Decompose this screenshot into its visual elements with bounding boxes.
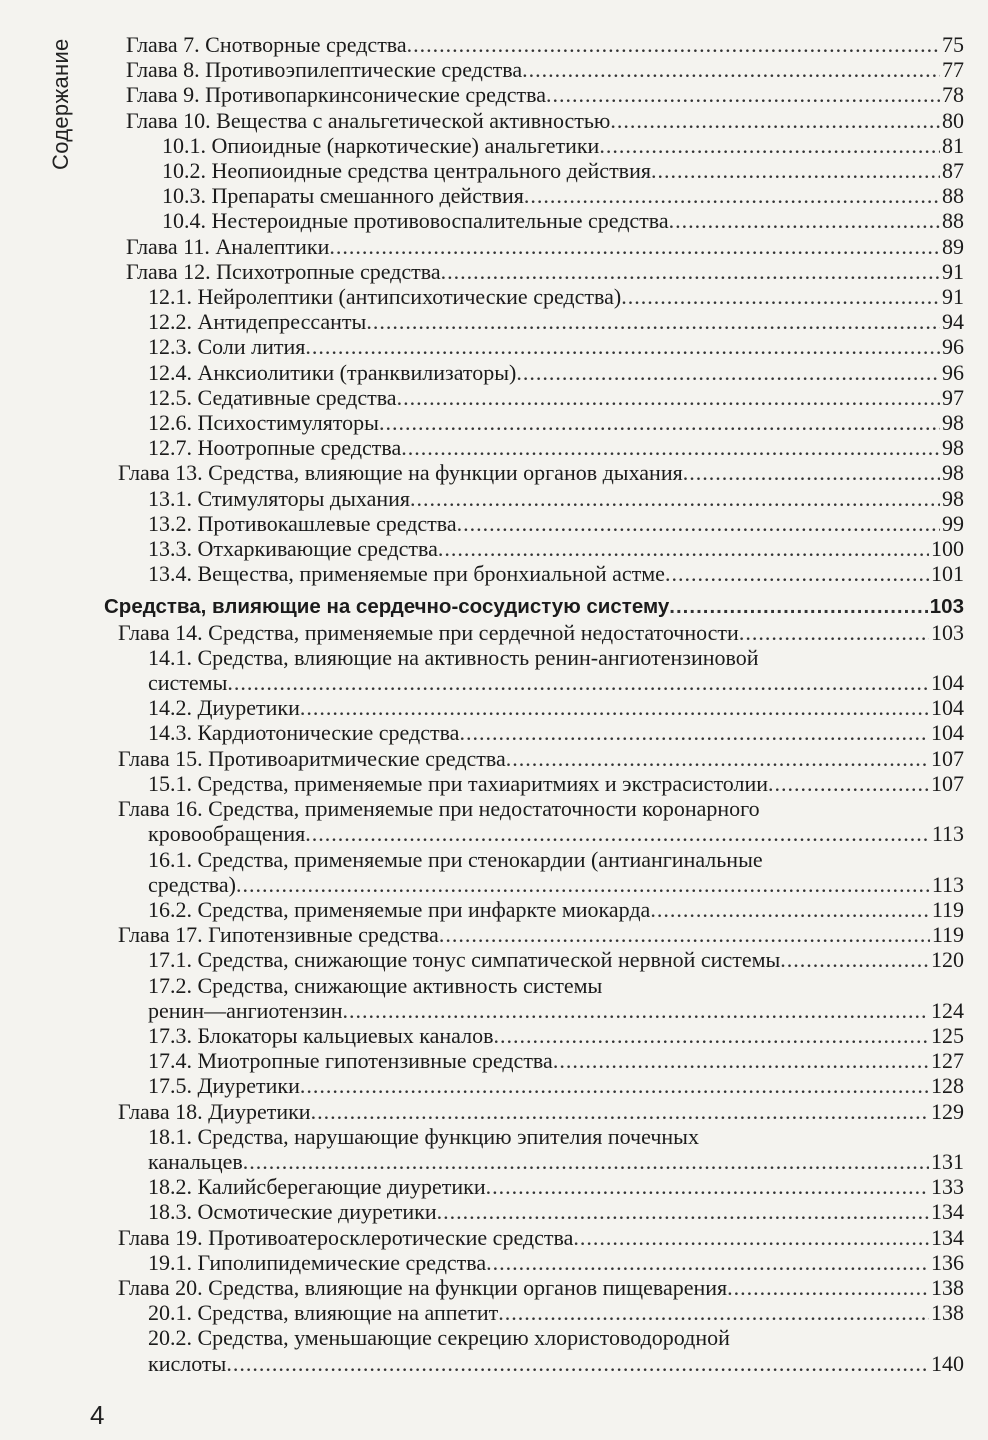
dot-leader xyxy=(300,1073,929,1098)
toc-entry-page: 88 xyxy=(942,183,964,209)
toc-entry xyxy=(118,1275,964,1300)
toc-entry-title: 10.3. Препараты смешанного действия xyxy=(162,183,524,209)
toc-entry xyxy=(148,435,964,460)
toc-entry-page: 113 xyxy=(931,871,964,897)
toc-entry xyxy=(148,284,964,309)
dot-leader xyxy=(522,57,940,82)
toc-entry xyxy=(148,998,964,1023)
toc-entry xyxy=(148,1073,964,1098)
dot-leader xyxy=(407,32,940,57)
toc-entry xyxy=(148,1149,964,1174)
toc-entry-title: Глава 14. Средства, применяемые при сердечной недостаточности xyxy=(118,619,739,645)
toc-entry xyxy=(148,385,964,410)
dot-leader xyxy=(226,1351,929,1376)
toc-entry-title: 10.2. Неопиоидные средства центрального действия xyxy=(162,158,651,184)
dot-leader xyxy=(379,410,940,435)
toc-entry-title: 12.1. Нейролептики (антипсихотические средства) xyxy=(148,284,622,310)
toc-entry-title: 18.1. Средства, нарушающие функцию эпителия почечных xyxy=(148,1123,699,1149)
toc-entry-title: 12.6. Психостимуляторы xyxy=(148,410,379,436)
toc-entry xyxy=(126,57,964,82)
toc-entry-title: Глава 16. Средства, применяемые при недостаточности коронарного xyxy=(118,796,760,822)
toc-entry xyxy=(118,746,964,771)
toc-entry-title: 14.2. Диуретики xyxy=(148,695,300,721)
toc-entry-title: Глава 18. Диуретики xyxy=(118,1098,311,1124)
toc-entry-page: 91 xyxy=(942,258,964,284)
toc-entry-title: 13.2. Противокашлевые средства xyxy=(148,510,457,536)
toc-entry-title: ренин—ангиотензин xyxy=(148,997,343,1023)
toc-entry-title: средства) xyxy=(148,871,236,897)
dot-leader xyxy=(546,82,940,107)
dot-leader xyxy=(727,1275,929,1300)
toc-entry-page: 96 xyxy=(942,359,964,385)
toc-entry-page: 99 xyxy=(942,510,964,536)
toc-entry-title: кислоты xyxy=(148,1350,227,1376)
toc-entry xyxy=(162,183,964,208)
dot-leader xyxy=(650,897,929,922)
toc-entry-title: 20.1. Средства, влияющие на аппетит xyxy=(148,1300,499,1326)
toc-entry-page: 100 xyxy=(931,536,964,562)
toc-entry-page: 134 xyxy=(931,1224,964,1250)
dot-leader xyxy=(486,1250,929,1275)
toc-entry xyxy=(148,695,964,720)
toc-entry xyxy=(148,947,964,972)
dot-leader xyxy=(669,208,940,233)
dot-leader xyxy=(437,1199,929,1224)
toc-entry xyxy=(126,82,964,107)
toc-entry xyxy=(126,108,964,133)
dot-leader xyxy=(438,536,929,561)
toc-entry xyxy=(148,1351,964,1376)
toc-entry xyxy=(118,796,964,821)
toc-entry xyxy=(148,720,964,745)
dot-leader xyxy=(311,1099,929,1124)
running-header: Содержание xyxy=(48,38,73,170)
toc-entry-title: 12.3. Соли лития xyxy=(148,334,306,360)
toc-entry-title: 18.2. Калийсберегающие диуретики xyxy=(148,1174,486,1200)
toc-entry-page: 107 xyxy=(931,745,964,771)
toc-entry-page: 104 xyxy=(931,720,964,746)
dot-leader xyxy=(651,158,940,183)
toc-entry xyxy=(126,32,964,57)
toc-entry xyxy=(148,771,964,796)
toc-entry xyxy=(162,158,964,183)
toc-entry xyxy=(148,897,964,922)
dot-leader xyxy=(768,771,929,796)
toc-entry-title: 17.4. Миотропные гипотензивные средства xyxy=(148,1048,553,1074)
toc-entry-title: Глава 8. Противоэпилептические средства xyxy=(126,57,523,83)
toc-entry-page: 81 xyxy=(942,132,964,158)
table-of-contents xyxy=(0,32,988,1376)
toc-entry-title: Глава 20. Средства, влияющие на функции органов пищеварения xyxy=(118,1274,728,1300)
toc-entry-title: 12.2. Антидепрессанты xyxy=(148,309,367,335)
toc-entry-page: 136 xyxy=(931,1249,964,1275)
toc-entry xyxy=(148,872,964,897)
toc-entry-title: Глава 9. Противопаркинсонические средства xyxy=(126,82,547,108)
toc-entry-page: 91 xyxy=(942,284,964,310)
toc-entry-page: 77 xyxy=(942,57,964,83)
toc-entry-page: 98 xyxy=(942,410,964,436)
toc-entry-page: 98 xyxy=(942,460,964,486)
toc-entry xyxy=(148,486,964,511)
toc-entry-title: 16.2. Средства, применяемые при инфаркте миокарда xyxy=(148,896,651,922)
toc-entry xyxy=(148,645,964,670)
toc-entry-title: 18.3. Осмотические диуретики xyxy=(148,1199,437,1225)
page-number: 4 xyxy=(90,1400,105,1430)
toc-entry-page: 133 xyxy=(931,1174,964,1200)
toc-entry-page: 75 xyxy=(942,32,964,57)
toc-entry-title: 16.1. Средства, применяемые при стенокардии (антиангинальные xyxy=(148,846,763,872)
toc-entry-page: 101 xyxy=(931,561,964,587)
dot-leader xyxy=(305,334,940,359)
dot-leader xyxy=(366,309,940,334)
toc-entry-page: 134 xyxy=(931,1199,964,1225)
toc-entry xyxy=(148,334,964,359)
toc-entry-page: 87 xyxy=(942,158,964,184)
toc-entry xyxy=(118,1099,964,1124)
dot-leader xyxy=(516,360,940,385)
toc-entry-page: 98 xyxy=(942,485,964,511)
dot-leader xyxy=(401,435,940,460)
toc-entry-page: 131 xyxy=(931,1148,964,1174)
toc-entry-title: 13.3. Отхаркивающие средства xyxy=(148,536,438,562)
dot-leader xyxy=(439,922,930,947)
toc-entry-title: 17.1. Средства, снижающие тонус симпатической нервной системы xyxy=(148,947,781,973)
toc-entry-page: 98 xyxy=(942,435,964,461)
toc-entry-page: 103 xyxy=(931,619,964,645)
toc-entry-title: 17.3. Блокаторы кальциевых каналов xyxy=(148,1022,494,1048)
dot-leader xyxy=(305,821,930,846)
dot-leader xyxy=(506,746,929,771)
toc-entry-title: Глава 15. Противоаритмические средства xyxy=(118,745,506,771)
toc-entry-title: 12.7. Ноотропные средства xyxy=(148,435,402,461)
toc-entry xyxy=(126,259,964,284)
toc-entry-page: 119 xyxy=(931,922,964,948)
dot-leader xyxy=(243,1149,929,1174)
toc-entry-title: 12.4. Анксиолитики (транквилизаторы) xyxy=(148,359,517,385)
toc-entry xyxy=(148,1048,964,1073)
toc-entry-page: 97 xyxy=(942,384,964,410)
toc-entry xyxy=(148,821,964,846)
dot-leader xyxy=(610,108,940,133)
toc-entry xyxy=(162,208,964,233)
toc-entry xyxy=(148,1250,964,1275)
toc-entry-title: 17.2. Средства, снижающие активность системы xyxy=(148,972,603,998)
toc-entry-title: Глава 17. Гипотензивные средства xyxy=(118,922,439,948)
toc-entry-page: 129 xyxy=(931,1098,964,1124)
dot-leader xyxy=(227,670,929,695)
toc-entry xyxy=(148,410,964,435)
dot-leader xyxy=(683,460,940,485)
toc-entry-title: Средства, влияющие на сердечно-сосудистую систему xyxy=(104,595,670,619)
toc-entry xyxy=(148,973,964,998)
toc-entry-page: 103 xyxy=(929,595,964,619)
toc-entry-title: 10.4. Нестероидные противовоспалительные средства xyxy=(162,208,669,234)
dot-leader xyxy=(457,511,940,536)
toc-entry xyxy=(148,670,964,695)
toc-entry-page: 125 xyxy=(931,1022,964,1048)
dot-leader xyxy=(621,284,940,309)
dot-leader xyxy=(599,133,940,158)
toc-entry-title: Глава 7. Снотворные средства xyxy=(126,32,407,57)
toc-entry-title: 20.2. Средства, уменьшающие секрецию хлористоводородной xyxy=(148,1325,730,1351)
toc-entry-page: 119 xyxy=(931,896,964,922)
toc-entry-page: 78 xyxy=(942,82,964,108)
toc-entry xyxy=(118,1225,964,1250)
dot-leader xyxy=(300,695,929,720)
dot-leader xyxy=(343,998,929,1023)
toc-entry-page: 94 xyxy=(942,309,964,335)
toc-entry-title: 19.1. Гиполипидемические средства xyxy=(148,1249,487,1275)
dot-leader xyxy=(494,1023,929,1048)
toc-entry-page: 80 xyxy=(942,107,964,133)
toc-entry xyxy=(104,594,964,619)
toc-entry xyxy=(148,360,964,385)
dot-leader xyxy=(498,1300,929,1325)
toc-entry xyxy=(126,234,964,259)
dot-leader xyxy=(524,183,940,208)
dot-leader xyxy=(441,259,940,284)
toc-entry xyxy=(148,1023,964,1048)
toc-entry-page: 104 xyxy=(931,670,964,696)
dot-leader xyxy=(553,1048,929,1073)
toc-entry-page: 140 xyxy=(931,1350,964,1376)
toc-entry-title: 15.1. Средства, применяемые при тахиаритмиях и экстрасистолии xyxy=(148,770,769,796)
toc-entry-page: 138 xyxy=(931,1274,964,1300)
toc-entry-page: 113 xyxy=(931,821,964,847)
dot-leader xyxy=(669,594,928,619)
dot-leader xyxy=(236,872,930,897)
toc-entry xyxy=(148,1174,964,1199)
dot-leader xyxy=(459,720,929,745)
toc-entry-title: 14.1. Средства, влияющие на активность ренин-ангиотензиновой xyxy=(148,644,759,670)
toc-entry xyxy=(148,1124,964,1149)
toc-entry xyxy=(148,309,964,334)
toc-entry xyxy=(148,536,964,561)
toc-entry xyxy=(148,1199,964,1224)
toc-entry-page: 104 xyxy=(931,695,964,721)
dot-leader xyxy=(780,947,929,972)
toc-entry-title: 13.1. Стимуляторы дыхания xyxy=(148,485,411,511)
toc-entry xyxy=(148,1300,964,1325)
toc-entry-title: Глава 10. Вещества с анальгетической активностью xyxy=(126,107,611,133)
toc-entry-page: 127 xyxy=(931,1048,964,1074)
toc-entry-title: 17.5. Диуретики xyxy=(148,1073,300,1099)
toc-entry-page: 124 xyxy=(931,997,964,1023)
dot-leader xyxy=(573,1225,929,1250)
toc-entry-title: Глава 13. Средства, влияющие на функции органов дыхания xyxy=(118,460,683,486)
dot-leader xyxy=(486,1174,929,1199)
toc-entry-title: системы xyxy=(148,670,228,696)
toc-entry-title: Глава 11. Аналептики xyxy=(126,233,330,259)
toc-entry-page: 88 xyxy=(942,208,964,234)
toc-entry-page: 120 xyxy=(931,947,964,973)
dot-leader xyxy=(397,385,940,410)
toc-entry-title: 13.4. Вещества, применяемые при бронхиальной астме xyxy=(148,561,665,587)
toc-entry-page: 138 xyxy=(931,1300,964,1326)
toc-entry-page: 96 xyxy=(942,334,964,360)
toc-entry-page: 89 xyxy=(942,233,964,259)
toc-entry-title: Глава 12. Психотропные средства xyxy=(126,258,441,284)
toc-entry-title: 14.3. Кардиотонические средства xyxy=(148,720,460,746)
toc-entry-title: 10.1. Опиоидные (наркотические) анальгетики xyxy=(162,132,600,158)
toc-entry xyxy=(148,1325,964,1350)
toc-entry xyxy=(118,460,964,485)
dot-leader xyxy=(329,234,940,259)
toc-entry xyxy=(118,922,964,947)
toc-entry xyxy=(162,133,964,158)
toc-entry xyxy=(148,847,964,872)
toc-entry-title: кровообращения xyxy=(148,821,306,847)
dot-leader xyxy=(665,561,929,586)
toc-entry-page: 107 xyxy=(931,770,964,796)
toc-entry-page: 128 xyxy=(931,1073,964,1099)
toc-entry xyxy=(118,620,964,645)
toc-entry xyxy=(148,511,964,536)
toc-entry-title: 12.5. Седативные средства xyxy=(148,384,397,410)
toc-entry xyxy=(148,561,964,586)
toc-entry-title: канальцев xyxy=(148,1148,243,1174)
dot-leader xyxy=(739,620,929,645)
toc-entry-title: Глава 19. Противоатеросклеротические средства xyxy=(118,1224,574,1250)
dot-leader xyxy=(410,486,940,511)
